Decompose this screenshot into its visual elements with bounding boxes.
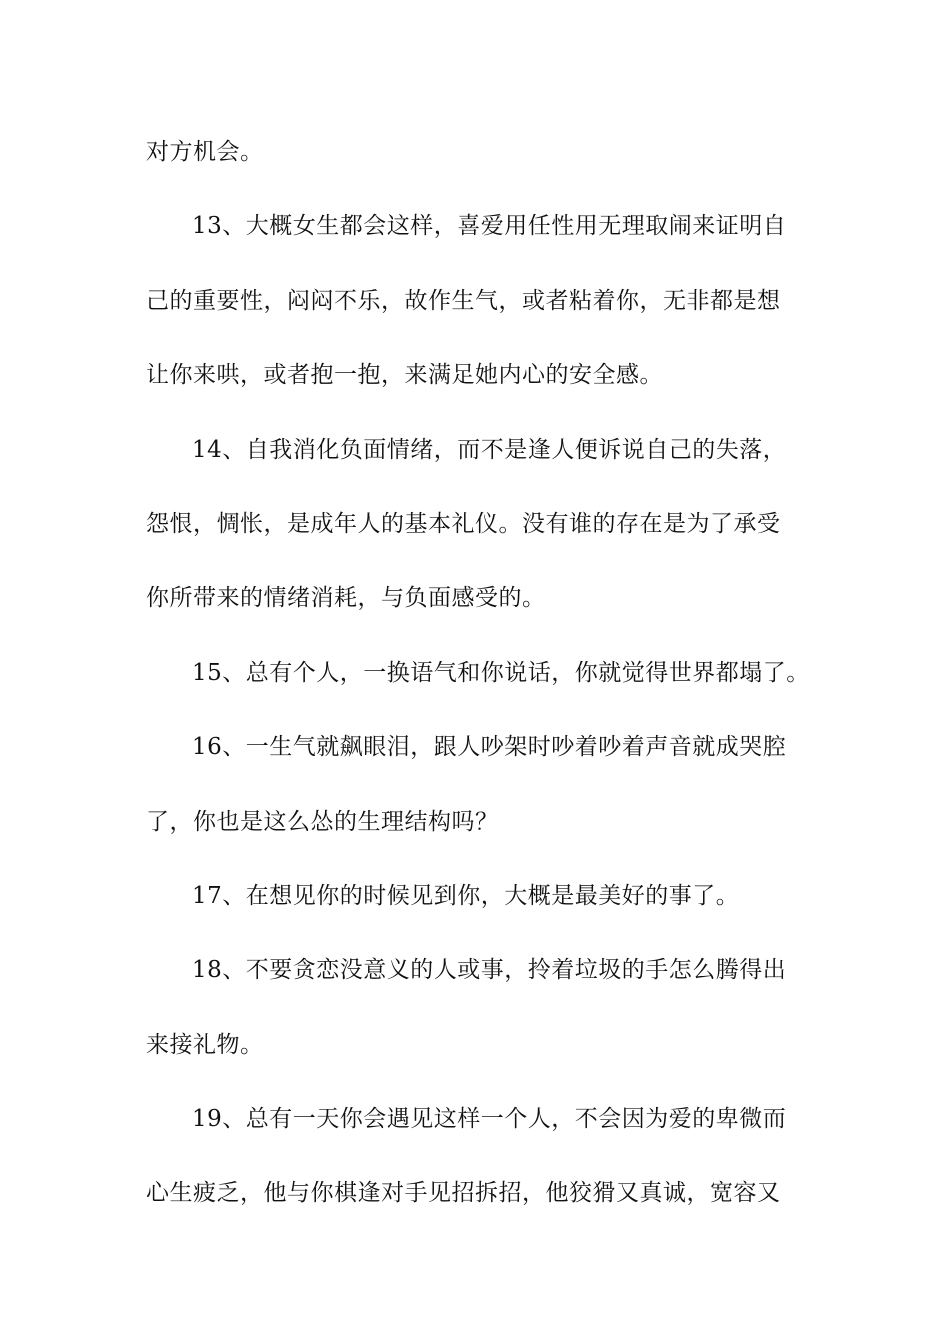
text-line: 心生疲乏，他与你棋逢对手见招拆招，他狡猾又真诚，宽容又 (146, 1180, 781, 1207)
text-line: 17、在想见你的时候见到你，大概是最美好的事了。 (192, 882, 740, 909)
text-line: 15、总有个人，一换语气和你说话，你就觉得世界都塌了。 (192, 659, 810, 686)
text-line: 13、大概女生都会这样，喜爱用任性用无理取闹来证明自 (192, 213, 787, 240)
text-line: 来接礼物。 (146, 1031, 264, 1058)
text-line: 19、总有一天你会遇见这样一个人，不会因为爱的卑微而 (192, 1106, 787, 1133)
text-line: 让你来哄，或者抱一抱，来满足她内心的安全感。 (146, 362, 663, 389)
text-line: 怨恨，惆怅，是成年人的基本礼仪。没有谁的存在是为了承受 (146, 510, 781, 537)
text-line: 16、一生气就飙眼泪，跟人吵架时吵着吵着声音就成哭腔 (192, 734, 787, 761)
text-line: 对方机会。 (146, 139, 264, 165)
text-line: 了，你也是这么怂的生理结构吗？ (146, 808, 499, 835)
text-line: 你所带来的情绪消耗，与负面感受的。 (146, 585, 546, 612)
text-line: 14、自我消化负面情绪，而不是逢人便诉说自己的失落， (192, 436, 787, 463)
text-line: 己的重要性，闷闷不乐，故作生气，或者粘着你，无非都是想 (146, 287, 781, 314)
document-body (146, 130, 810, 1246)
text-line: 18、不要贪恋没意义的人或事，拎着垃圾的手怎么腾得出 (192, 957, 787, 984)
